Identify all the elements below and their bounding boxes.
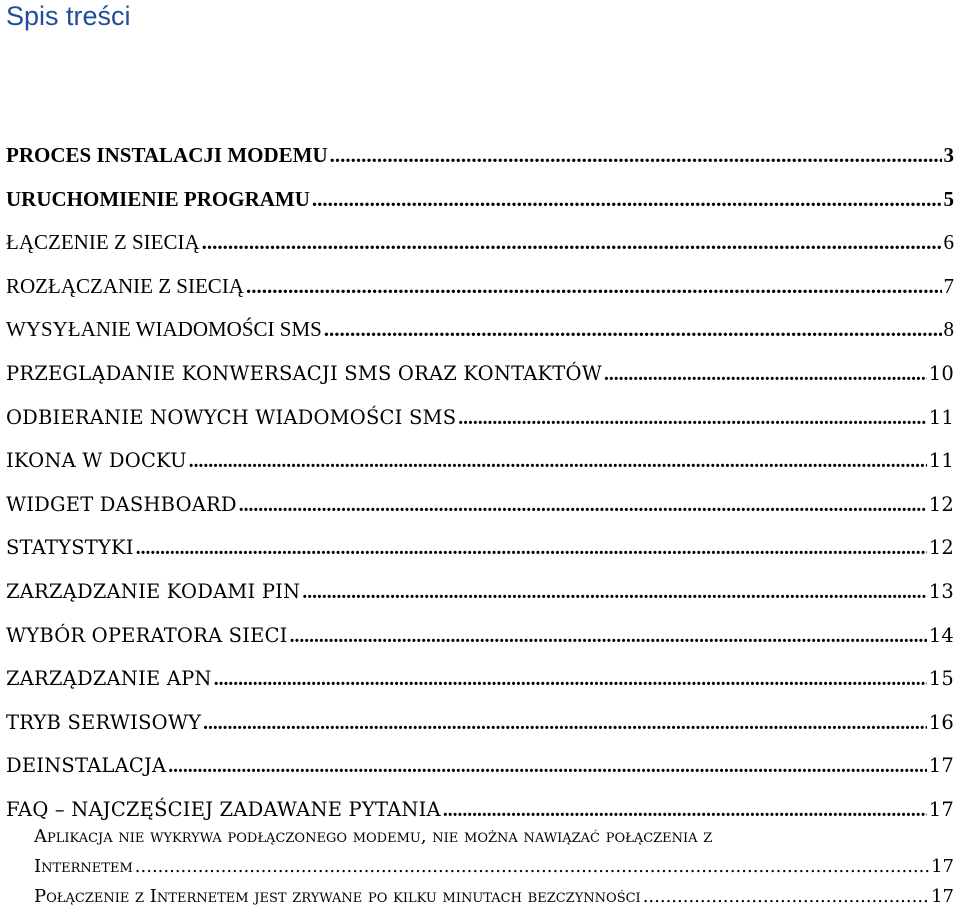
toc-entry[interactable] — [6, 352, 960, 396]
toc-list — [6, 134, 960, 832]
toc-leader-dots — [136, 527, 927, 571]
toc-entry-page: 6 — [944, 221, 960, 265]
toc-entry[interactable] — [6, 483, 960, 527]
toc-entry-title: PRZEGLĄDANIE KONWERSACJI SMS ORAZ KONTAKTÓW — [6, 352, 602, 396]
toc-entry-page: 17 — [929, 788, 960, 832]
toc-leader-dots — [290, 615, 927, 659]
toc-leader-dots — [312, 178, 942, 222]
toc-entry-title: WIDGET DASHBOARD — [6, 483, 237, 527]
toc-entry-page: 17 — [931, 852, 960, 882]
toc-entry-page: 8 — [944, 308, 960, 352]
toc-entry-title: FAQ – NAJCZĘŚCIEJ ZADAWANE PYTANIA — [6, 788, 441, 832]
toc-entry-title: PROCES INSTALACJI MODEMU — [6, 134, 328, 178]
toc-entry-page: 12 — [929, 526, 960, 570]
toc-entry-page: 5 — [944, 178, 960, 222]
toc-entry-title: IKONA W DOCKU — [6, 439, 187, 483]
toc-entry-title: STATYSTYKI — [6, 526, 134, 570]
toc-leader-dots — [302, 571, 926, 615]
toc-leader-dots — [330, 134, 942, 178]
toc-entry-page: 14 — [929, 614, 960, 658]
toc-entry-page: 7 — [944, 265, 960, 309]
toc-leader-dots — [214, 658, 927, 702]
toc-entry[interactable] — [6, 134, 960, 178]
toc-heading: Spis treści — [6, 0, 131, 32]
toc-entry-title: WYSYŁANIE WIADOMOŚCI SMS — [6, 308, 322, 352]
toc-entry-title: TRYB SERWISOWY — [6, 701, 201, 745]
toc-entry[interactable] — [6, 657, 960, 701]
toc-leader-dots — [189, 440, 927, 484]
toc-leader-dots — [135, 852, 929, 882]
toc-leader-dots — [643, 882, 929, 912]
toc-entry[interactable] — [6, 265, 960, 309]
toc-entry-title: WYBÓR OPERATORA SIECI — [6, 614, 288, 658]
toc-subentry-title: Połączenie z Internetem jest zrywane po kilku minutach bezczynności — [34, 882, 641, 912]
toc-entry-title: ŁĄCZENIE Z SIECIĄ — [6, 221, 200, 265]
toc-subsection-list — [34, 822, 960, 912]
toc-leader-dots — [202, 221, 942, 265]
toc-entry-page: 17 — [929, 744, 960, 788]
toc-entry-page: 3 — [944, 134, 960, 178]
toc-subentry-title-cont: Internetem — [34, 852, 133, 882]
toc-subentry-line1[interactable] — [34, 822, 960, 852]
toc-entry-page: 13 — [929, 570, 960, 614]
toc-entry-title: ROZŁĄCZANIE Z SIECIĄ — [6, 265, 244, 309]
toc-entry-page: 17 — [931, 882, 960, 912]
toc-entry[interactable] — [6, 396, 960, 440]
toc-entry-title: ZARZĄDZANIE KODAMI PIN — [6, 570, 300, 614]
toc-subentry-title: Aplikacja nie wykrywa podłączonego modemu, nie można nawiązać połączenia z — [34, 822, 712, 852]
toc-entry[interactable] — [6, 614, 960, 658]
toc-entry-title: DEINSTALACJA — [6, 744, 166, 788]
toc-entry-page: 11 — [929, 396, 960, 440]
toc-entry[interactable] — [6, 744, 960, 788]
toc-subentry[interactable] — [34, 882, 960, 912]
toc-entry[interactable] — [6, 701, 960, 745]
toc-entry[interactable] — [6, 178, 960, 222]
toc-entry[interactable] — [6, 221, 960, 265]
toc-entry[interactable] — [6, 439, 960, 483]
toc-leader-dots — [239, 484, 927, 528]
toc-entry[interactable] — [6, 526, 960, 570]
toc-entry[interactable] — [6, 308, 960, 352]
toc-leader-dots — [203, 702, 927, 746]
toc-entry-title: URUCHOMIENIE PROGRAMU — [6, 178, 310, 222]
toc-leader-dots — [604, 353, 927, 397]
toc-entry-page: 16 — [929, 701, 960, 745]
toc-leader-dots — [324, 308, 942, 352]
toc-entry-page: 12 — [929, 483, 960, 527]
toc-entry-page: 15 — [929, 657, 960, 701]
toc-leader-dots — [458, 397, 927, 441]
toc-entry-title: ZARZĄDZANIE APN — [6, 657, 212, 701]
toc-entry-page: 10 — [929, 352, 960, 396]
toc-leader-dots — [246, 265, 942, 309]
toc-entry[interactable] — [6, 570, 960, 614]
toc-entry-title: ODBIERANIE NOWYCH WIADOMOŚCI SMS — [6, 396, 456, 440]
toc-leader-dots — [168, 745, 927, 789]
toc-entry-page: 11 — [929, 439, 960, 483]
toc-subentry[interactable] — [34, 852, 960, 882]
